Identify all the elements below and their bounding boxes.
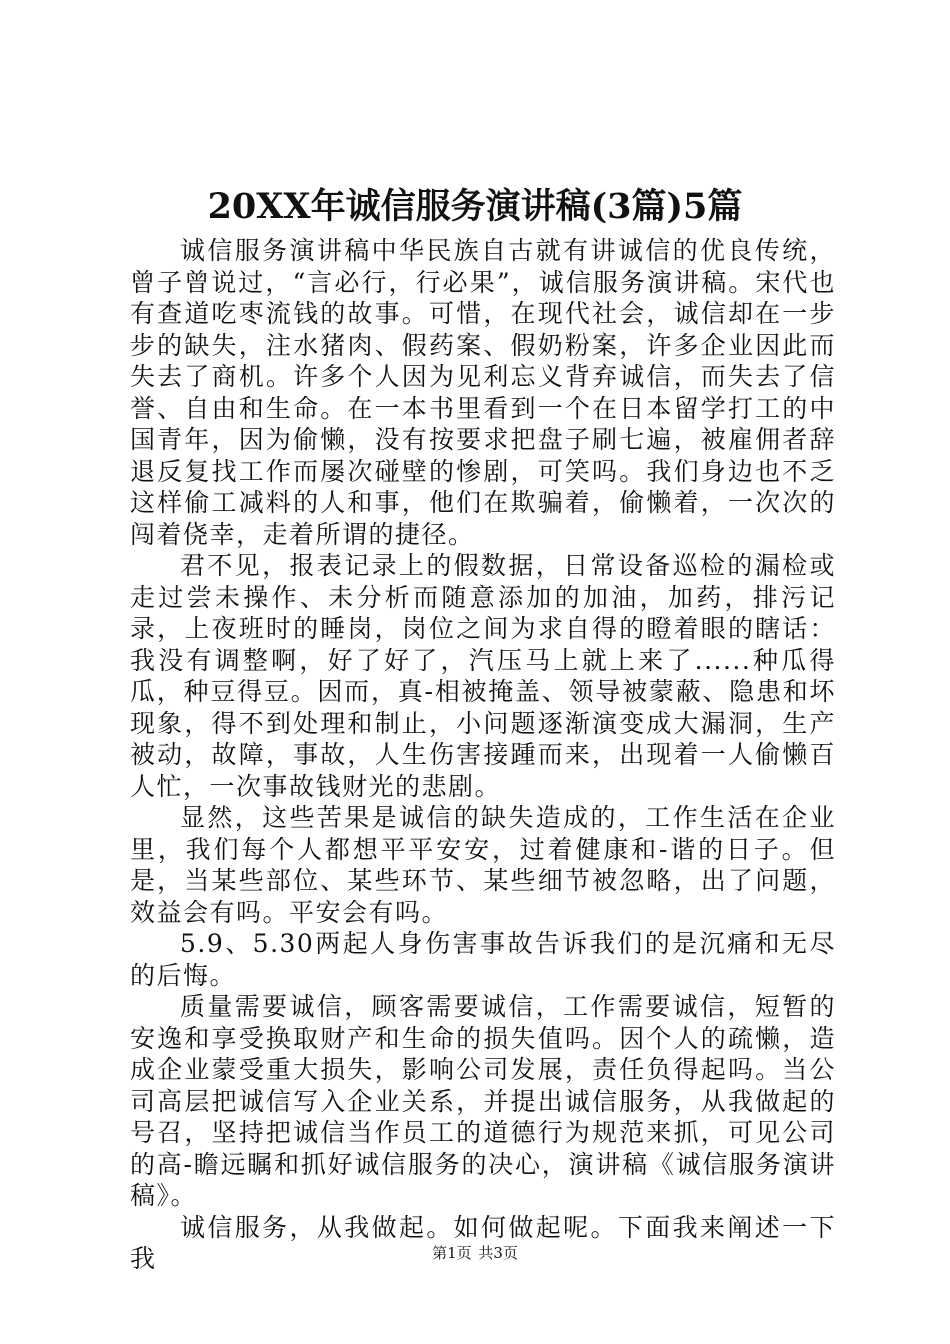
page-total: 共3页 [478, 1244, 518, 1262]
paragraph: 诚信服务，从我做起。如何做起呢。下面我来阐述一下我 [130, 1212, 836, 1273]
paragraph: 诚信服务演讲稿中华民族自古就有讲诚信的优良传统，曾子曾说过，“言必行，行必果”，诚信服务演讲稿。宋代也有查道吃枣流钱的故事。可惜，在现代社会，诚信却在一步步的缺失，注水猪肉、假药案、假奶粉案，许多企业因此而失去了商机。许多个人因为见利忘义背弃诚信，而失去了信誉、自由和生命。在一本书里看到一个在日本留学打工的中国青年，因为偷懒，没有按要求把盘子刷七遍，被雇佣者辞退反复找工作而屡次碰壁的惨剧，可笑吗。我们身边也不乏这样偷工减料的人和事，他们在欺骗着，偷懒着，一次次的闯着侥幸，走着所谓的捷径。 [130, 236, 836, 549]
paragraph: 质量需要诚信，顾客需要诚信，工作需要诚信，短暂的安逸和享受换取财产和生命的损失值吗。因个人的疏懒，造成企业蒙受重大损失，影响公司发展，责任负得起吗。当公司高层把诚信写入企业关系，并提出诚信服务，从我做起的号召，坚持把诚信当作员工的道德行为规范来抓，可见公司的高-瞻远瞩和抓好诚信服务的决心，演讲稿《诚信服务演讲稿》。 [130, 992, 836, 1210]
paragraph: 5.9、5.30两起人身伤害事故告诉我们的是沉痛和无尽的后悔。 [130, 929, 836, 990]
page-footer [0, 1243, 950, 1263]
page-number: 第1页 [432, 1244, 472, 1262]
paragraph: 君不见，报表记录上的假数据，日常设备巡检的漏检或走过尝未操作、未分析而随意添加的加油，加药，排污记录，上夜班时的睡岗，岗位之间为求自得的瞪着眼的瞎话：我没有调整啊，好了好了，汽压马上就上来了......种瓜得瓜，种豆得豆。因而，真-相被掩盖、领导被蒙蔽、隐患和坏现象，得不到处理和制止，小问题逐渐演变成大漏洞，生产被动，故障，事故，人生伤害接踵而来，出现着一人偷懒百人忙，一次事故钱财光的悲剧。 [130, 551, 836, 801]
paragraph: 显然，这些苦果是诚信的缺失造成的，工作生活在企业里，我们每个人都想平平安安，过着健康和-谐的日子。但是，当某些部位、某些环节、某些细节被忽略，出了问题，效益会有吗。平安会有吗。 [130, 803, 836, 927]
document-body [130, 235, 836, 1275]
document-title: 20XX年诚信服务演讲稿(3篇)5篇 [207, 186, 743, 227]
